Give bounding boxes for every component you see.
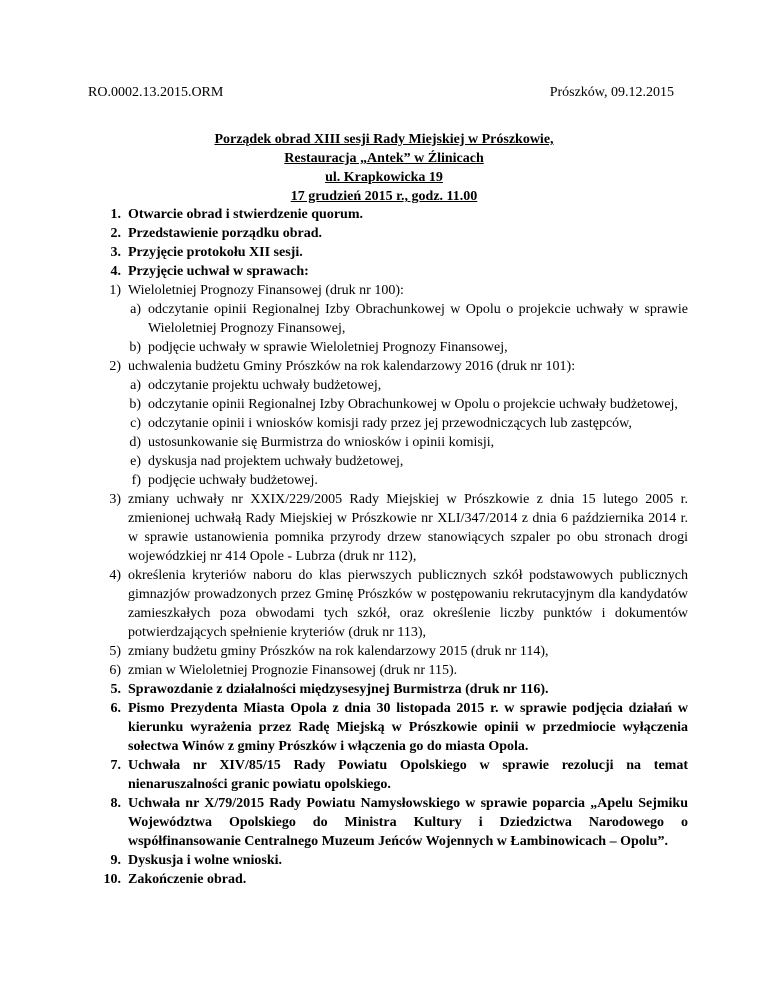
agenda-subitem-text: ustosunkowanie się Burmistrza do wniosków i opinii komisji, [148,435,495,450]
document-reference: RO.0002.13.2015.ORM [88,85,224,100]
agenda-item-text: Przyjęcie uchwał w sprawach: [128,264,309,279]
agenda-item [88,870,688,889]
agenda-item-text: zmiany budżetu gminy Prószków na rok kalendarzowy 2015 (druk nr 114), [128,644,549,659]
agenda-subitem-text: dyskusja nad projektem uchwały budżetowej, [148,454,404,469]
agenda-item-number: 4) [109,568,121,583]
agenda-item-number: 6) [109,663,121,678]
agenda-item-number: 5. [110,682,121,697]
agenda-item-text: Uchwała nr X/79/2015 Rady Powiatu Namysłowskiego w sprawie poparcia „Apelu Sejmiku Województwa Opolskiego do Ministra Kultury i Dziedzictwa Narodowego o współfinansowanie Centralnego Muzeum Jeńców Wojennych w Łambinowicach – Opolu”. [128,796,688,849]
agenda-item-text: Wieloletniej Prognozy Finansowej (druk nr 100): [128,283,404,298]
agenda-subitem-text: podjęcie uchwały w sprawie Wieloletniej Prognozy Finansowej, [148,340,508,355]
agenda-item-text: uchwalenia budżetu Gminy Prószków na rok kalendarzowy 2016 (druk nr 101): [128,359,576,374]
agenda-item-text: zmian w Wieloletniej Prognozie Finansowej (druk nr 115). [128,663,458,678]
agenda-item-number: 7. [110,758,121,773]
agenda-item [88,224,688,243]
agenda-item-text: Zakończenie obrad. [128,872,247,887]
agenda-item [88,756,688,794]
agenda-subitem-letter: f) [131,473,141,488]
agenda-subitem-letter: a) [130,302,141,317]
title-line-datetime: 17 grudzień 2015 r., godz. 11.00 [290,189,478,204]
agenda-item-text: Pismo Prezydenta Miasta Opola z dnia 30 listopada 2015 r. w sprawie podjęcia działań w kierunku wyrażenia przez Radę Miejską w Prószkowie opinii w przedmiocie wyłączenia sołectwa Winów z gminy Prószków i włączenia go do miasta Opola. [128,701,688,754]
agenda-item [88,851,688,870]
agenda-item-number: 5) [109,644,121,659]
agenda-item [88,205,688,224]
agenda-item-number: 8. [110,796,121,811]
agenda-item-number: 1) [109,283,121,298]
agenda-item [88,566,688,642]
agenda-item-number: 2) [109,359,121,374]
agenda-subitem-letter: a) [130,378,141,393]
agenda-item-number: 10. [103,872,121,887]
agenda-item-number: 1. [110,207,121,222]
agenda-subitem-text: odczytanie projektu uchwały budżetowej, [148,378,382,393]
agenda-subitem-text: podjęcie uchwały budżetowej. [148,473,318,488]
place-date: Prószków, 09.12.2015 [549,85,674,100]
agenda-item-text: Sprawozdanie z działalności międzysesyjnej Burmistrza (druk nr 116). [128,682,549,697]
agenda-item-number: 3) [109,492,121,507]
agenda-subitem [88,452,688,471]
agenda-subitem-letter: b) [129,397,141,412]
agenda-item-text: Otwarcie obrad i stwierdzenie quorum. [128,207,363,222]
agenda-subitem [88,471,688,490]
agenda-item-text: Przyjęcie protokołu XII sesji. [128,245,303,260]
agenda-item-number: 2. [110,226,121,241]
agenda-item-text: Dyskusja i wolne wnioski. [128,853,283,868]
agenda-subitem-text: odczytanie opinii Regionalnej Izby Obrachunkowej w Opolu o projekcie uchwały w sprawie Wieloletniej Prognozy Finansowej, [148,302,688,336]
agenda-item-number: 3. [110,245,121,260]
agenda-item-number: 6. [110,701,121,716]
title-line-venue: Restauracja „Antek” w Źlinicach [284,151,484,166]
agenda-item [88,642,688,661]
agenda-subitem-letter: b) [129,340,141,355]
agenda-subitem [88,414,688,433]
agenda-item-text: Uchwała nr XIV/85/15 Rady Powiatu Opolskiego w sprawie rezolucji na temat nienaruszalności granic powiatu opolskiego. [128,758,688,792]
agenda-item [88,699,688,756]
agenda-item [88,680,688,699]
agenda-item [88,794,688,851]
agenda-subitem [88,433,688,452]
title-line-address: ul. Krapkowicka 19 [325,170,443,185]
agenda-subitem [88,300,688,338]
agenda-item-number: 4. [110,264,121,279]
agenda-subitem [88,376,688,395]
agenda-subitem-text: odczytanie opinii i wniosków komisji rady przez jej przewodniczących lub zastępców, [148,416,632,431]
agenda-subitem-letter: c) [130,416,141,431]
agenda-item-text: zmiany uchwały nr XXIX/229/2005 Rady Miejskiej w Prószkowie z dnia 15 lutego 2005 r. zmienionej uchwałą Rady Miejskiej w Prószkowie nr XLI/347/2014 z dnia 6 października 2014 r. w sprawie ustanowienia pomnika przyrody drzew stanowiących szpaler po obu stronach drogi wojewódzkiej nr 414 Opole - Lubrza (druk nr 112), [128,492,688,564]
agenda-item-text: określenia kryteriów naboru do klas pierwszych publicznych szkół podstawowych publicznych gimnazjów prowadzonych przez Gminę Prószków w postępowaniu rekrutacyjnym dla kandydatów zamieszkałych poza obwodami tych szkół, oraz określenie liczby punktów i dokumentów potwierdzających spełnienie kryteriów (druk nr 113), [128,568,688,640]
agenda-item [88,281,688,300]
agenda-subitem-text: odczytanie opinii Regionalnej Izby Obrachunkowej w Opolu o projekcie uchwały budżetowej, [148,397,678,412]
title-line-session: Porządek obrad XIII sesji Rady Miejskiej w Prószkowie, [214,132,554,147]
agenda-item [88,262,688,281]
agenda-item [88,661,688,680]
agenda-title [0,130,768,206]
agenda-list [88,205,688,889]
agenda-subitem [88,395,688,414]
agenda-item [88,243,688,262]
agenda-item [88,490,688,566]
agenda-item [88,357,688,376]
agenda-item-text: Przedstawienie porządku obrad. [128,226,323,241]
agenda-subitem [88,338,688,357]
agenda-subitem-letter: e) [130,454,141,469]
agenda-subitem-letter: d) [129,435,141,450]
agenda-item-number: 9. [110,853,121,868]
